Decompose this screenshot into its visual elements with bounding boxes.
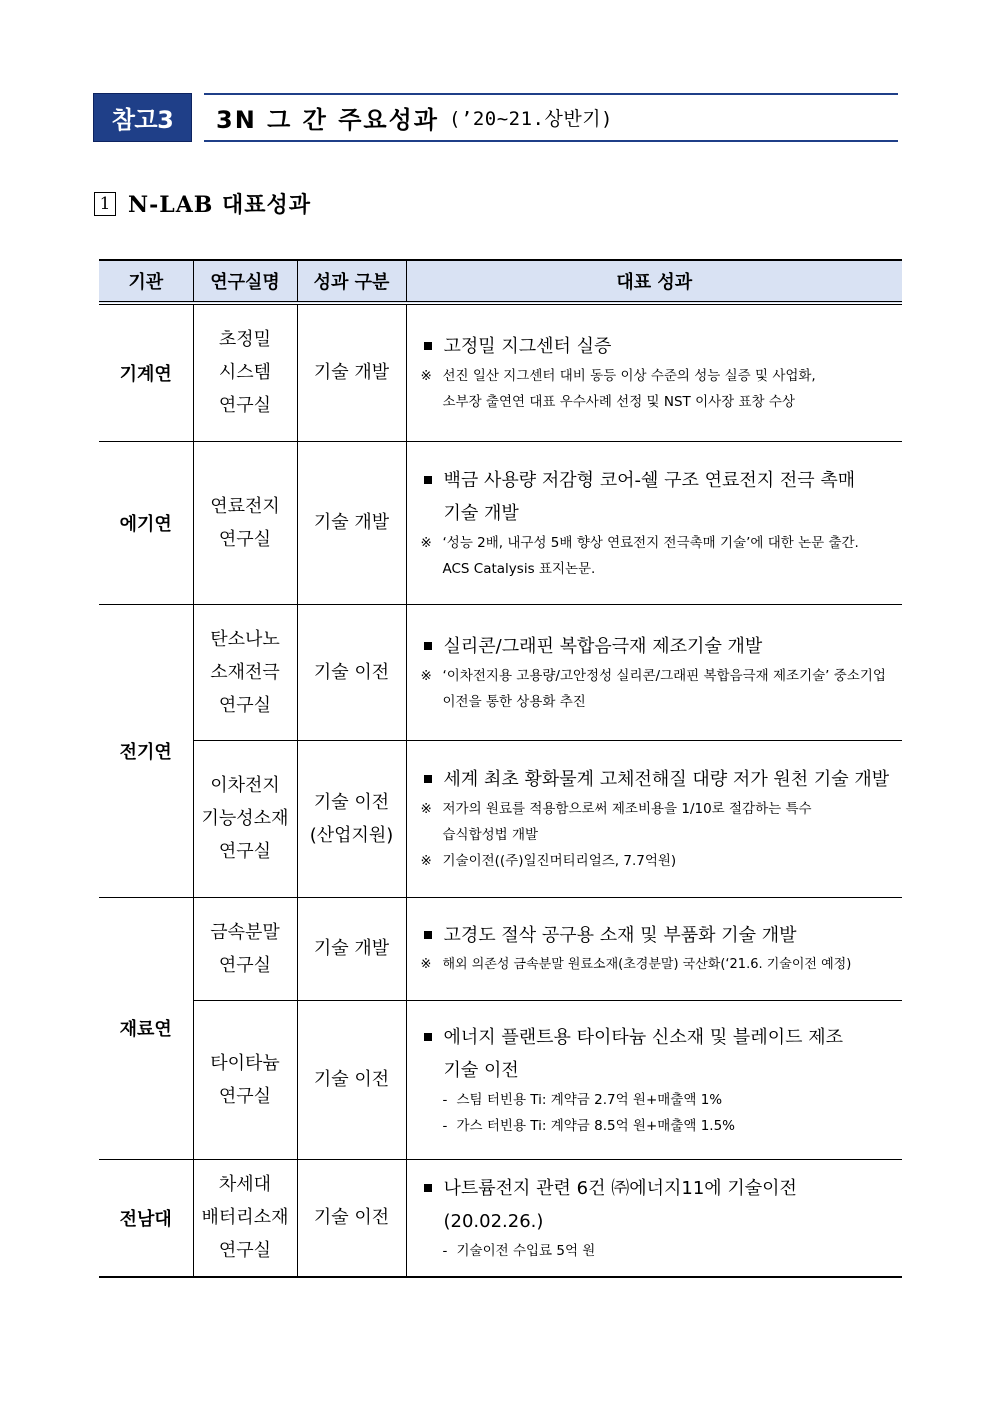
result-type-line: 기술 이전 [313, 1069, 390, 1090]
square-bullet-icon [424, 342, 432, 350]
result-type-cell [297, 1159, 406, 1277]
lab-line: 연구실 [218, 528, 272, 550]
lab-cell [193, 604, 297, 740]
table-header-row [99, 260, 902, 303]
result-bullet: 에너지 플랜트용 타이타늄 신소재 및 블레이드 제조 [421, 1021, 893, 1054]
result-cell [406, 897, 902, 1000]
institution-cell: 전남대 [99, 1159, 193, 1277]
lab-line: 연구실 [218, 1085, 272, 1107]
column-header: 성과 구분 [297, 260, 406, 303]
results-table [99, 259, 902, 1278]
result-type-line: 기술 개발 [313, 512, 390, 533]
result-type-line: 기술 개발 [313, 362, 390, 384]
result-cell [406, 740, 902, 897]
result-type-cell [297, 897, 406, 1000]
result-note: ※ 선진 일산 지그센터 대비 동등 이상 수준의 성능 실증 및 사업화, [420, 368, 816, 385]
result-note: ※ 저가의 원료를 적용함으로써 제조비용을 1/10로 절감하는 특수 [420, 801, 812, 817]
square-bullet-icon [424, 775, 432, 783]
table-row [99, 441, 902, 604]
table-row [99, 897, 902, 1000]
lab-cell [193, 303, 297, 441]
institution-cell: 재료연 [99, 897, 193, 1159]
section-number-box: 1 [94, 192, 116, 216]
lab-line: 연구실 [218, 841, 272, 862]
result-bullet-cont: 기술 이전 [443, 1059, 519, 1081]
lab-line: 이차전지 [210, 775, 280, 796]
column-header: 기관 [99, 260, 193, 303]
result-type-cell [297, 441, 406, 604]
result-note: 이전을 통한 상용화 추진 [442, 693, 586, 710]
result-type-line: 기술 이전 [313, 661, 390, 683]
lab-line: 초정밀 [218, 329, 272, 351]
lab-cell [193, 1159, 297, 1277]
lab-line: 금속분말 [210, 921, 280, 943]
period-label: (’20~21.상반기) [448, 108, 613, 130]
result-type-cell [297, 604, 406, 740]
result-note: ACS Catalysis 표지논문. [442, 560, 596, 577]
lab-line: 시스템 [218, 362, 272, 384]
institution-cell: 전기연 [99, 604, 193, 897]
result-type-cell [297, 303, 406, 441]
lab-line: 연료전지 [210, 495, 280, 517]
lab-line: 배터리소재 [201, 1207, 289, 1229]
result-cell [406, 303, 902, 441]
result-type-line: 기술 개발 [313, 938, 390, 959]
institution-cell: 에기연 [99, 441, 193, 604]
table-row [99, 604, 902, 740]
column-header: 대표 성과 [406, 260, 902, 303]
lab-line: 연구실 [218, 395, 272, 417]
table-row [99, 303, 902, 441]
result-cell [406, 441, 902, 604]
reference-badge: 참고3 [93, 93, 192, 142]
square-bullet-icon [424, 1033, 432, 1041]
lab-cell [193, 740, 297, 897]
table-row [99, 1159, 902, 1277]
square-bullet-icon [424, 642, 432, 650]
result-note: ※ ‘성능 2배, 내구성 5배 향상 연료전지 전극촉매 기술’에 대한 논문 출간. [420, 534, 859, 551]
lab-line: 연구실 [218, 1240, 272, 1262]
header-title-box [204, 93, 898, 142]
result-cell [406, 1000, 902, 1159]
lab-cell [193, 897, 297, 1000]
section-heading [94, 188, 311, 219]
square-bullet-icon [424, 1184, 432, 1192]
result-note: ※ ‘이차전지용 고용량/고안정성 실리콘/그래핀 복합음극재 제조기술’ 중소기업 [420, 667, 886, 684]
lab-line: 소재전극 [210, 661, 280, 683]
lab-line: 연구실 [218, 694, 272, 716]
lab-line: 탄소나노 [210, 628, 280, 650]
result-type-line: 기술 이전 [313, 1207, 390, 1229]
lab-cell [193, 441, 297, 604]
result-note: 습식합성법 개발 [442, 827, 539, 843]
result-type-line: 기술 이전 [313, 791, 390, 813]
result-bullet: 세계 최초 황화물계 고체전해질 대량 저가 원천 기술 개발 [421, 763, 893, 796]
institution-cell: 기계연 [99, 303, 193, 441]
page-title: 3N 그 간 주요성과 [216, 106, 439, 134]
result-detail: - 가스 터빈용 Ti: 계약금 8.5억 원+매출액 1.5% [442, 1117, 735, 1134]
result-bullet-cont: 기술 개발 [443, 502, 519, 524]
result-bullet: 고정밀 지그센터 실증 [421, 330, 893, 363]
result-type-line: (산업지원) [309, 824, 394, 846]
square-bullet-icon [424, 931, 432, 939]
table-row [99, 1000, 902, 1159]
result-bullet: 나트륨전지 관련 6건 ㈜에너지11에 기술이전(20.02.26.) [421, 1172, 893, 1238]
lab-line: 연구실 [218, 954, 272, 976]
result-note: ※ 기술이전((주)일진머티리얼즈, 7.7억원) [420, 853, 677, 869]
result-detail: - 스팀 터빈용 Ti: 계약금 2.7억 원+매출액 1% [442, 1091, 723, 1108]
result-type-cell [297, 740, 406, 897]
result-detail: - 기술이전 수입료 5억 원 [442, 1242, 596, 1259]
lab-line: 기능성소재 [201, 808, 289, 829]
table-row [99, 740, 902, 897]
square-bullet-icon [424, 476, 432, 484]
column-header: 연구실명 [193, 260, 297, 303]
result-type-cell [297, 1000, 406, 1159]
result-bullet: 백금 사용량 저감형 코어-쉘 구조 연료전지 전극 촉매 [421, 464, 893, 497]
result-bullet: 실리콘/그래핀 복합음극재 제조기술 개발 [421, 630, 893, 663]
result-bullet: 고경도 절삭 공구용 소재 및 부품화 기술 개발 [421, 919, 899, 952]
lab-cell [193, 1000, 297, 1159]
result-note: ※ 해외 의존성 금속분말 원료소재(초경분말) 국산화(‘21.6. 기술이전 예정) [420, 957, 852, 972]
lab-line: 차세대 [218, 1174, 272, 1196]
result-cell [406, 604, 902, 740]
lab-line: 타이타늄 [210, 1052, 280, 1074]
section-title: N-LAB 대표성과 [128, 192, 312, 218]
result-cell [406, 1159, 902, 1277]
result-note: 소부장 출연연 대표 우수사례 선정 및 NST 이사장 표창 수상 [442, 394, 795, 411]
header [93, 93, 898, 142]
